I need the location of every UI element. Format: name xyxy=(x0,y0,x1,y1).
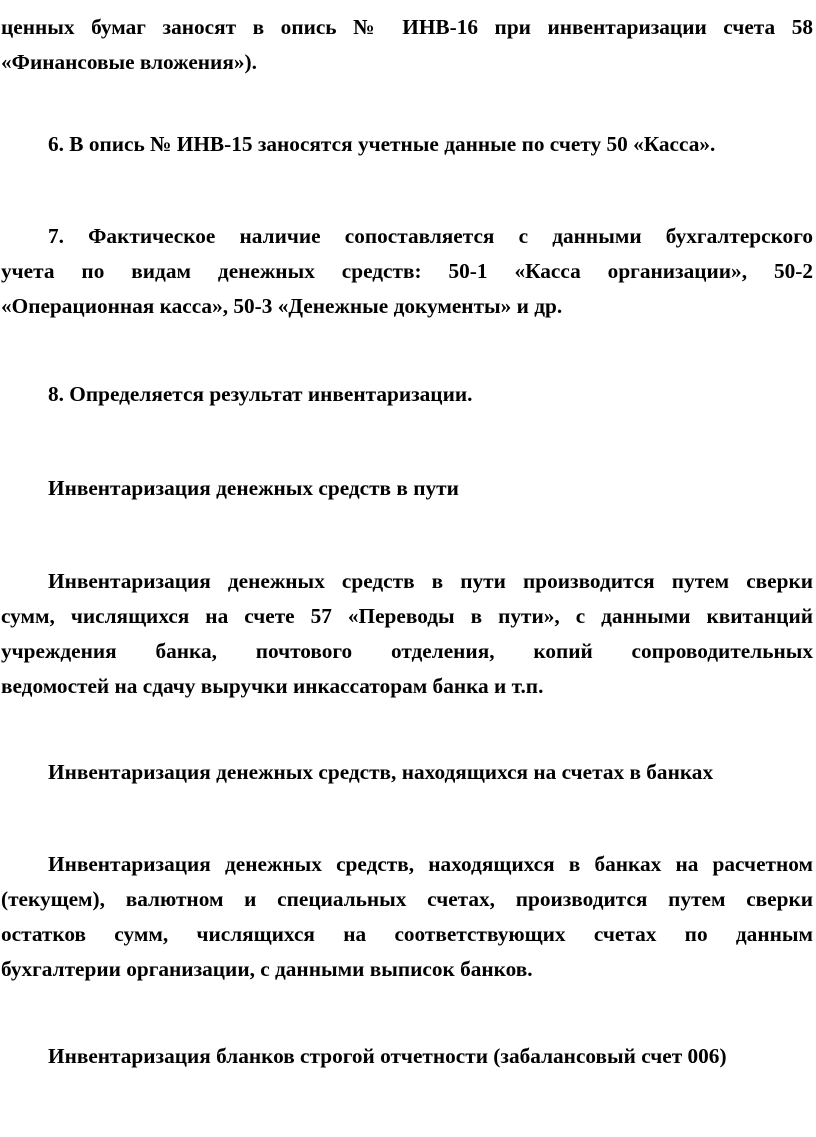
text-line: (текущем), валютном и специальных счетах, производится путем сверки xyxy=(1,887,813,911)
text-line: 7. Фактическое наличие сопоставляется с данными бухгалтерского xyxy=(48,224,813,248)
heading-text: Инвентаризация денежных средств, находящихся на счетах в банках xyxy=(48,760,714,784)
heading-text: Инвентаризация денежных средств в пути xyxy=(48,476,459,500)
text-line: «Операционная касса», 50-3 «Денежные документы» и др. xyxy=(1,294,563,318)
section-heading-cash-in-transit xyxy=(1,471,813,506)
paragraph-cash-in-transit xyxy=(1,564,813,704)
text-line: сумм, числящихся на счете 57 «Переводы в пути», с данными квитанций xyxy=(1,604,813,628)
heading-text: Инвентаризация бланков строгой отчетности (забалансовый счет 006) xyxy=(48,1044,727,1068)
text-line: Инвентаризация денежных средств, находящихся в банках на расчетном xyxy=(48,852,813,876)
paragraph-bank-accounts xyxy=(1,847,813,987)
text-line: остатков сумм, числящихся на соответствующих счетах по данным xyxy=(1,922,813,946)
text-line: бухгалтерии организации, с данными выписок банков. xyxy=(1,957,533,981)
text-line: ценных бумаг заносят в опись № ИНВ-16 при инвентаризации счета 58 xyxy=(1,15,813,39)
paragraph-item-8 xyxy=(1,377,813,412)
text-line: 8. Определяется результат инвентаризации. xyxy=(48,382,473,406)
text-line: учреждения банка, почтового отделения, копий сопроводительных xyxy=(1,639,813,663)
paragraph-item-6 xyxy=(1,127,813,162)
text-line: «Финансовые вложения»). xyxy=(1,50,257,74)
paragraph-continuation xyxy=(1,10,813,80)
section-heading-bank-accounts xyxy=(1,755,813,790)
paragraph-item-7 xyxy=(1,219,813,324)
text-line: Инвентаризация денежных средств в пути производится путем сверки xyxy=(48,569,813,593)
text-line: 6. В опись № ИНВ-15 заносятся учетные данные по счету 50 «Касса». xyxy=(48,132,716,156)
section-heading-strict-forms xyxy=(1,1039,813,1074)
text-line: ведомостей на сдачу выручки инкассаторам банка и т.п. xyxy=(1,674,544,698)
text-line: учета по видам денежных средств: 50-1 «Касса организации», 50-2 xyxy=(1,259,813,283)
